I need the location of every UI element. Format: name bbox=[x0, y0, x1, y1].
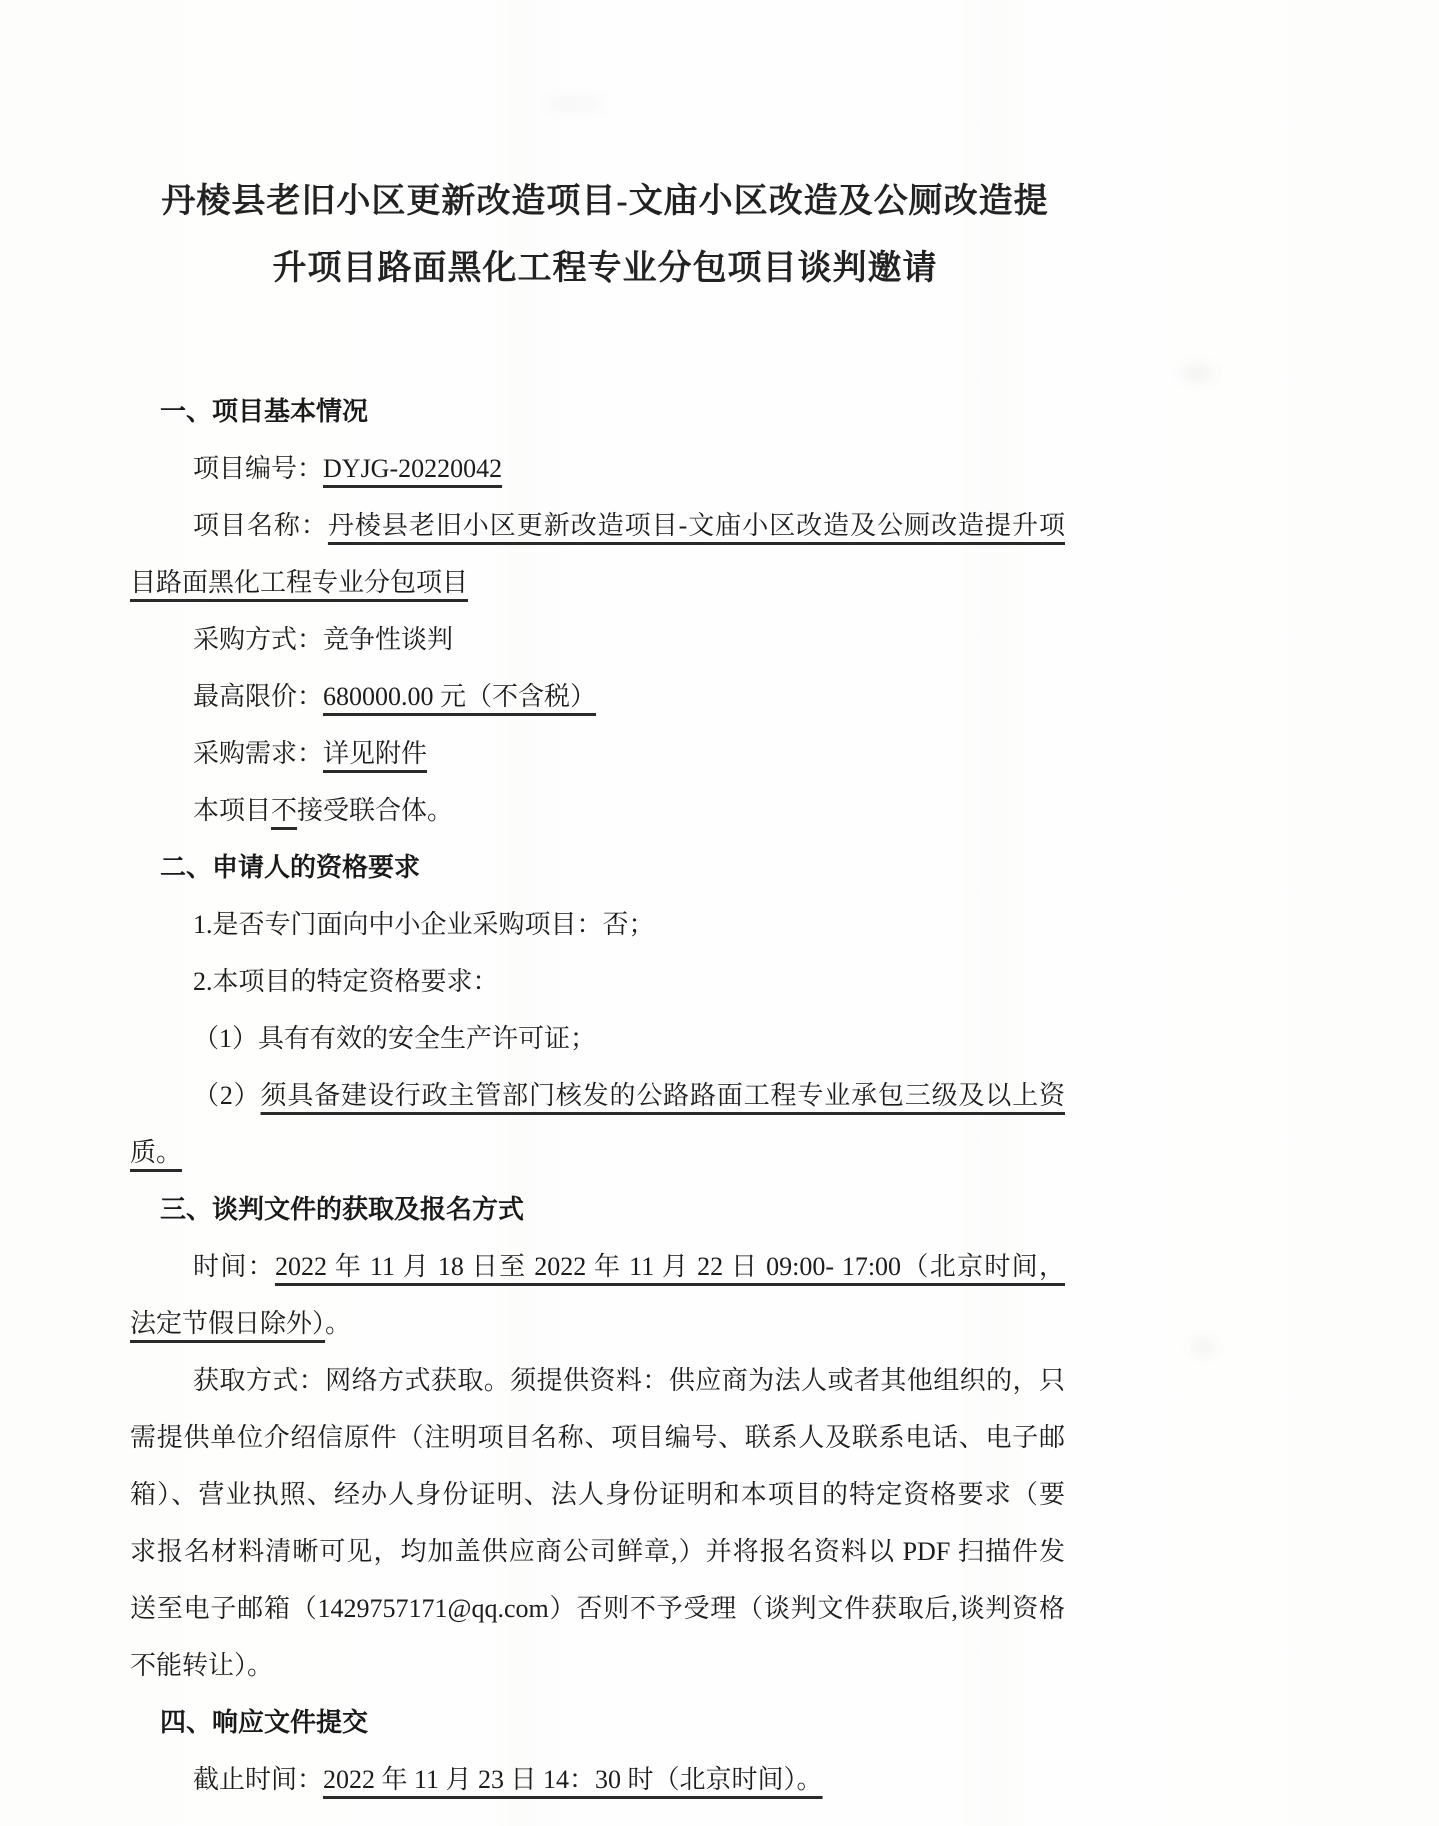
item-sme-targeted: 1.是否专门面向中小企业采购项目：否； bbox=[193, 910, 655, 939]
field-label: 项目名称： bbox=[193, 511, 328, 540]
scan-smudge bbox=[1180, 365, 1214, 381]
document-body bbox=[130, 383, 1065, 1808]
document-title bbox=[130, 168, 1080, 302]
document-title-line-1: 丹棱县老旧小区更新改造项目-文庙小区改造及公厕改造提 bbox=[161, 183, 1049, 220]
field-value-underlined: 680000.00 元（不含税） bbox=[323, 682, 597, 711]
field-text: 。 bbox=[325, 1309, 352, 1338]
item-text-underlined: 须具备建设行政主管部门核发的公路路面工程专业承包三级及以上资 bbox=[260, 1081, 1065, 1110]
item-number: （2） bbox=[193, 1081, 261, 1110]
para-acquisition-method-3: 箱）、营业执照、经办人身份证明、法人身份证明和本项目的特定资格要求（要 bbox=[130, 1480, 1065, 1509]
para-acquisition-method-6: 不能转让）。 bbox=[130, 1651, 274, 1680]
field-label: 项目编号： bbox=[193, 454, 324, 483]
field-project-name bbox=[130, 497, 1065, 554]
field-value-underlined: 法定节假日除外） bbox=[130, 1309, 326, 1338]
section-heading-basic-info: 一、项目基本情况 bbox=[160, 396, 369, 426]
field-price-cap bbox=[130, 668, 1065, 725]
section-heading-document-acquisition: 三、谈判文件的获取及报名方式 bbox=[160, 1194, 525, 1224]
field-label: 最高限价： bbox=[193, 682, 324, 711]
field-label-and-value: 采购方式：竞争性谈判 bbox=[193, 625, 454, 654]
para-acquisition-method-5: 送至电子邮箱（1429757171@qq.com）否则不予受理（谈判文件获取后,谈判资格 bbox=[130, 1594, 1065, 1623]
field-label: 采购需求： bbox=[193, 739, 324, 768]
document-title-line-2: 升项目路面黑化工程专业分包项目谈判邀请 bbox=[272, 250, 938, 287]
item-road-qualification bbox=[130, 1067, 1065, 1124]
field-acquisition-time-continued bbox=[130, 1295, 1065, 1352]
item-specific-qualification: 2.本项目的特定资格要求： bbox=[193, 967, 499, 996]
field-value-underlined: 2022 年 11 月 18 日至 2022 年 11 月 22 日 09:00- 17:00（北京时间， bbox=[274, 1252, 1065, 1281]
item-safety-license: （1）具有有效的安全生产许可证； bbox=[193, 1024, 597, 1053]
field-project-number bbox=[130, 440, 1065, 497]
note-text-underlined: 不 bbox=[271, 796, 298, 825]
scan-smudge bbox=[1190, 1340, 1216, 1354]
field-acquisition-time bbox=[130, 1238, 1065, 1295]
field-procurement-requirements bbox=[130, 725, 1065, 782]
para-acquisition-method-4: 求报名材料清晰可见，均加盖供应商公司鲜章,）并将报名资料以 PDF 扫描件发 bbox=[130, 1537, 1065, 1566]
para-acquisition-method-2: 需提供单位介绍信原件（注明项目名称、项目编号、联系人及联系电话、电子邮 bbox=[130, 1423, 1065, 1452]
field-label: 时间： bbox=[193, 1252, 275, 1281]
note-no-consortium bbox=[130, 782, 1065, 839]
section-heading-response-submission: 四、响应文件提交 bbox=[160, 1707, 369, 1737]
item-text-underlined: 质。 bbox=[130, 1138, 183, 1167]
note-text: 本项目 bbox=[193, 796, 272, 825]
field-value-underlined: 丹棱县老旧小区更新改造项目-文庙小区改造及公厕改造提升项 bbox=[327, 511, 1065, 540]
scan-smudge bbox=[545, 95, 605, 113]
field-deadline bbox=[130, 1751, 1065, 1808]
field-value-underlined: 目路面黑化工程专业分包项目 bbox=[130, 568, 469, 597]
field-procurement-method bbox=[130, 611, 1065, 668]
field-value-underlined: 2022 年 11 月 23 日 14：30 时（北京时间）。 bbox=[323, 1765, 823, 1794]
para-acquisition-method-1: 获取方式：网络方式获取。须提供资料：供应商为法人或者其他组织的，只 bbox=[193, 1366, 1065, 1395]
field-project-name-continued bbox=[130, 554, 1065, 611]
field-label: 截止时间： bbox=[193, 1765, 324, 1794]
field-value-underlined: 详见附件 bbox=[323, 739, 428, 768]
item-road-qualification-continued bbox=[130, 1124, 1065, 1181]
note-text: 接受联合体。 bbox=[297, 796, 454, 825]
section-heading-qualification: 二、申请人的资格要求 bbox=[160, 852, 421, 882]
field-value-underlined: DYJG-20220042 bbox=[323, 454, 503, 483]
